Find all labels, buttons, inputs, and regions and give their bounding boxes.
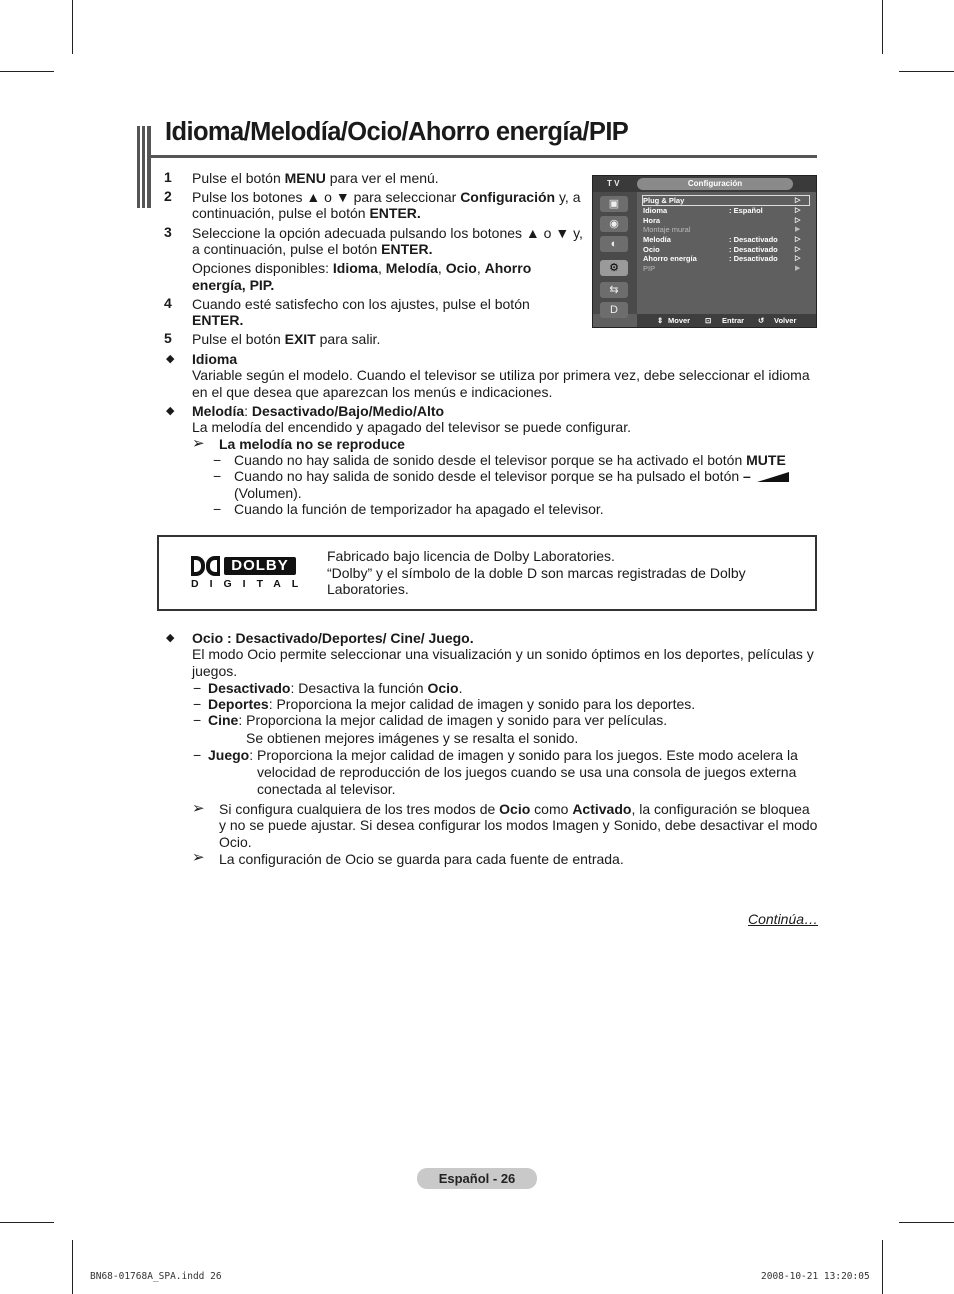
options-text: Opciones disponibles: Idioma, Melodía, Ocio, Ahorro — [192, 260, 532, 276]
melodia-title: Melodía: Desactivado/Bajo/Medio/Alto — [192, 403, 445, 419]
step-number: 2 — [164, 188, 172, 204]
tv-label: T V — [607, 179, 620, 188]
updown-icon: ⇕ — [657, 316, 664, 325]
move-label: Mover — [668, 316, 691, 325]
ocio-note: Si configura cualquiera de los tres modos de Ocio como Activado, la configuración se bloquea — [219, 801, 810, 817]
melodia-note-title: La melodía no se reproduce — [219, 436, 405, 452]
ocio-item: Cine: Proporciona la mejor calidad de imagen y sonido para ver películas. — [208, 712, 668, 728]
step-text: Cuando esté satisfecho con los ajustes, pulse el botón — [192, 296, 530, 312]
page-title: Idioma/Melodía/Ocio/Ahorro energía/PIP — [165, 118, 629, 146]
idioma-text: en el que desea que aparezcan los menús e indicaciones. — [192, 384, 553, 400]
crop-mark — [899, 71, 954, 72]
title-decoration — [137, 126, 151, 208]
digital-icon: D — [600, 302, 628, 318]
page-number-badge: Español - 26 — [417, 1168, 537, 1189]
dash-bullet: − — [193, 696, 202, 712]
tv-menu-sidebar — [593, 192, 637, 314]
tv-menu-row: Idioma : Español ▷ — [643, 206, 801, 215]
ocio-item: velocidad de reproducción de los juegos cuando se usa una consola de juegos externa — [257, 764, 797, 780]
step-number: 1 — [164, 169, 172, 185]
enter-label: Entrar — [722, 316, 745, 325]
step-text: Pulse el botón MENU para ver el menú. — [192, 170, 439, 186]
tv-menu-row: Montaje mural ▶ — [643, 225, 801, 234]
melodia-text: La melodía del encendido y apagado del televisor se puede configurar. — [192, 419, 631, 435]
dash-bullet: − — [193, 712, 202, 728]
crop-mark — [882, 0, 883, 54]
footer-date: 2008-10-21 13:20:05 — [761, 1271, 870, 1282]
dash-bullet: − — [193, 747, 202, 763]
ocio-item: conectada al televisor. — [257, 781, 396, 797]
crop-mark — [72, 1240, 73, 1294]
title-rule — [151, 155, 817, 158]
sound-icon: ◉ — [600, 216, 628, 232]
back-label: Volver — [774, 316, 797, 325]
crop-mark — [0, 1222, 54, 1223]
tv-menu-screenshot — [592, 175, 817, 328]
channel-icon: ◐ — [600, 236, 628, 252]
melodia-item: Cuando no hay salida de sonido desde el televisor porque se ha activado el botón MUTE — [234, 452, 786, 468]
diamond-bullet-icon: ◆ — [166, 405, 175, 417]
ocio-note: La configuración de Ocio se guarda para cada fuente de entrada. — [219, 851, 624, 867]
ocio-item: Juego: Proporciona la mejor calidad de imagen y sonido para los juegos. Este modo acelera la — [208, 747, 798, 763]
step-text: ENTER. — [192, 312, 244, 328]
dolby-text: “Dolby” y el símbolo de la doble D son marcas registradas de Dolby — [327, 565, 746, 581]
melodia-item: (Volumen). — [234, 485, 302, 501]
idioma-title: Idioma — [192, 351, 238, 367]
return-icon: ↺ — [758, 316, 765, 325]
step-number: 3 — [164, 224, 172, 240]
ocio-note: y no se puede ajustar. Si desea configurar los modos Imagen y Sonido, debe desactivar el modo — [219, 817, 818, 833]
input-icon: ⇆ — [600, 282, 628, 298]
step-number: 5 — [164, 330, 172, 346]
crop-mark — [882, 1240, 883, 1294]
step-text: Pulse los botones ▲ o ▼ para seleccionar Configuración y, a — [192, 189, 581, 205]
dash-bullet: − — [193, 680, 202, 696]
step-text: continuación, pulse el botón ENTER. — [192, 205, 421, 221]
ocio-item: Desactivado: Desactiva la función Ocio. — [208, 680, 463, 696]
continues-label: Continúa… — [748, 911, 819, 927]
tv-menu-footer — [637, 314, 816, 327]
step-text: Pulse el botón EXIT para salir. — [192, 331, 381, 347]
melodia-item: Cuando no hay salida de sonido desde el televisor porque se ha pulsado el botón – — [234, 468, 789, 484]
picture-icon: ▣ — [600, 196, 628, 212]
enter-icon: ⊡ — [705, 316, 712, 325]
crop-mark — [0, 71, 54, 72]
note-arrow-icon: ➢ — [192, 800, 205, 817]
ocio-title: Ocio : Desactivado/Deportes/ Cine/ Juego. — [192, 630, 474, 646]
footer-file: BN68-01768A_SPA.indd 26 — [90, 1271, 222, 1282]
step-number: 4 — [164, 295, 172, 311]
ocio-item: Deportes: Proporciona la mejor calidad de imagen y sonido para los deportes. — [208, 696, 696, 712]
tv-menu-header — [593, 176, 816, 192]
crop-mark — [899, 1222, 954, 1223]
dolby-text: Fabricado bajo licencia de Dolby Laboratories. — [327, 548, 615, 564]
setup-gear-icon: ⚙ — [600, 260, 628, 276]
ocio-text: El modo Ocio permite seleccionar una visualización y un sonido óptimos en los deportes, películas y — [192, 646, 814, 662]
options-text: energía, PIP. — [192, 277, 275, 293]
dash-bullet: − — [213, 468, 222, 484]
step-text: a continuación, pulse el botón ENTER. — [192, 241, 433, 257]
dolby-digital-logo: DOLBY DIGITAL — [191, 557, 310, 590]
tv-menu-row: Melodía : Desactivado ▷ — [643, 235, 801, 244]
ocio-item: Se obtienen mejores imágenes y se resalta el sonido. — [246, 730, 579, 746]
crop-mark — [72, 0, 73, 54]
volume-icon — [757, 472, 789, 482]
melodia-item: Cuando la función de temporizador ha apagado el televisor. — [234, 501, 604, 517]
tv-menu-row: Plug & Play ▷ — [643, 196, 809, 205]
dash-bullet: − — [213, 501, 222, 517]
tv-menu-row: PIP ▶ — [643, 264, 801, 273]
note-arrow-icon: ➢ — [192, 435, 205, 452]
tv-menu-row: Hora ▷ — [643, 216, 801, 225]
idioma-text: Variable según el modelo. Cuando el televisor se utiliza por primera vez, debe seleccionar el idioma — [192, 367, 810, 383]
dash-bullet: − — [213, 452, 222, 468]
dolby-text: Laboratories. — [327, 581, 409, 597]
tv-menu-title: Configuración — [637, 178, 793, 190]
ocio-text: juegos. — [192, 663, 238, 679]
step-text: Seleccione la opción adecuada pulsando los botones ▲ o ▼ y, — [192, 225, 583, 241]
diamond-bullet-icon: ◆ — [166, 353, 175, 365]
ocio-note: Ocio. — [219, 834, 252, 850]
tv-menu-row: Ahorro energía : Desactivado ▷ — [643, 254, 801, 263]
diamond-bullet-icon: ◆ — [166, 632, 175, 644]
tv-menu-row: Ocio : Desactivado ▷ — [643, 245, 801, 254]
note-arrow-icon: ➢ — [192, 849, 205, 866]
